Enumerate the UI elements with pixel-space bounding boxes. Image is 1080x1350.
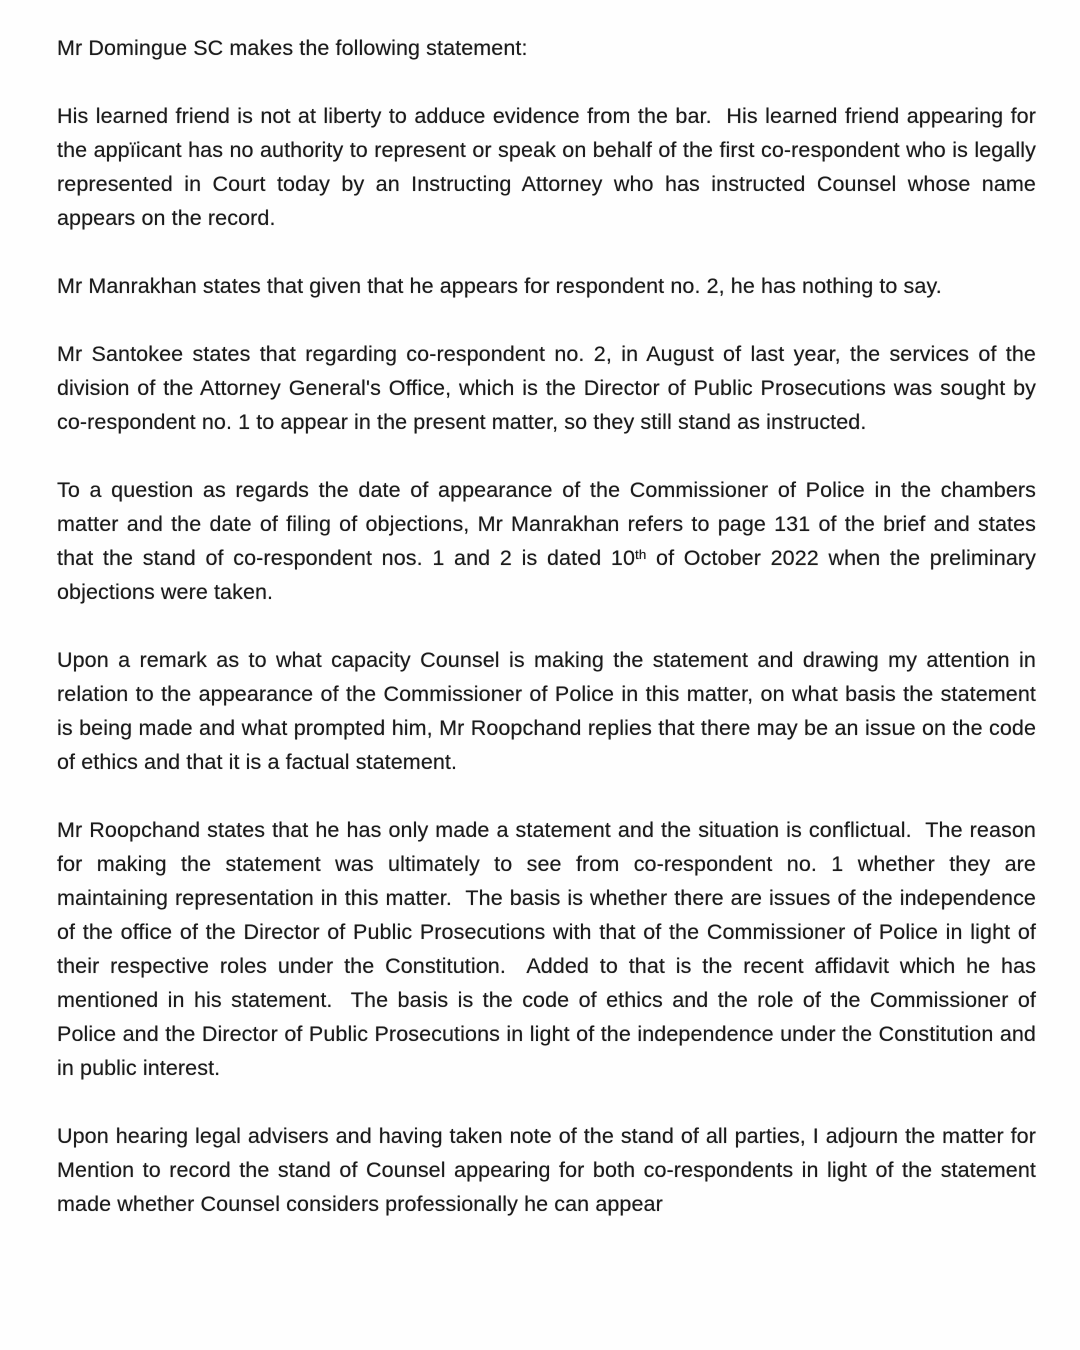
paragraph-manrakhan-statement: Mr Manrakhan states that given that he appears for respondent no. 2, he has nothing to say. (57, 274, 942, 298)
paragraph-adjournment: Upon hearing legal advisers and having taken note of the stand of all parties, I adjourn the matter for Mention to record the stand of Counsel appearing for both co-respondents in light of the statement made whether Counsel considers professionally he can appear (57, 1124, 1043, 1216)
paragraph-text-before-ordinal: To a question as regards the date of appearance of the Commissioner of Police in the chambers matter and the date of filing of objections, Mr Manrakhan refers to page 131 of the brief and states that the stand of co-respondent nos. 1 and 2 is dated 10 (57, 478, 1043, 570)
paragraph-santokee-statement: Mr Santokee states that regarding co-respondent no. 2, in August of last year, the services of the division of the Attorney General's Office, which is the Director of Public Prosecutions was sought by co-respondent no. 1 to appear in the present matter, so they still stand as instructed. (57, 342, 1043, 434)
paragraph-domingue-statement-intro: Mr Domingue SC makes the following statement: (57, 36, 528, 60)
paragraph-learned-friend-statement: His learned friend is not at liberty to adduce evidence from the bar. His learned friend appearing for the appïicant has no authority to represent or speak on behalf of the first co-respondent who is legally represented in Court today by an Instructing Attorney who has instructed Counsel whose name appears on the record. (57, 104, 1043, 230)
paragraph-roopchand-reply: Upon a remark as to what capacity Counsel is making the statement and drawing my attention in relation to the appearance of the Commissioner of Police in this matter, on what basis the statement is being made and what prompted him, Mr Roopchand replies that there may be an issue on the code of ethics and that it is a factual statement. (57, 648, 1043, 774)
paragraph-text-after-ordinal: of October 2022 when the preliminary objections were taken. (57, 546, 1043, 604)
paragraph-roopchand-basis: Mr Roopchand states that he has only made a statement and the situation is conflictual. The reason for making the statement was ultimately to see from co-respondent no. 1 whether they are maintaining representation in this matter. The basis is whether there are issues of the independence of the office of the Director of Public Prosecutions with that of the Commissioner of Police in light of their respective roles under the Constitution. Added to that is the recent affidavit which he has mentioned in his statement. The basis is the code of ethics and the role of the Commissioner of Police and the Director of Public Prosecutions in light of the independence under the Constitution and in public interest. (57, 818, 1043, 1080)
paragraph-date-of-appearance (57, 473, 1043, 609)
ordinal-superscript: th (635, 547, 647, 562)
